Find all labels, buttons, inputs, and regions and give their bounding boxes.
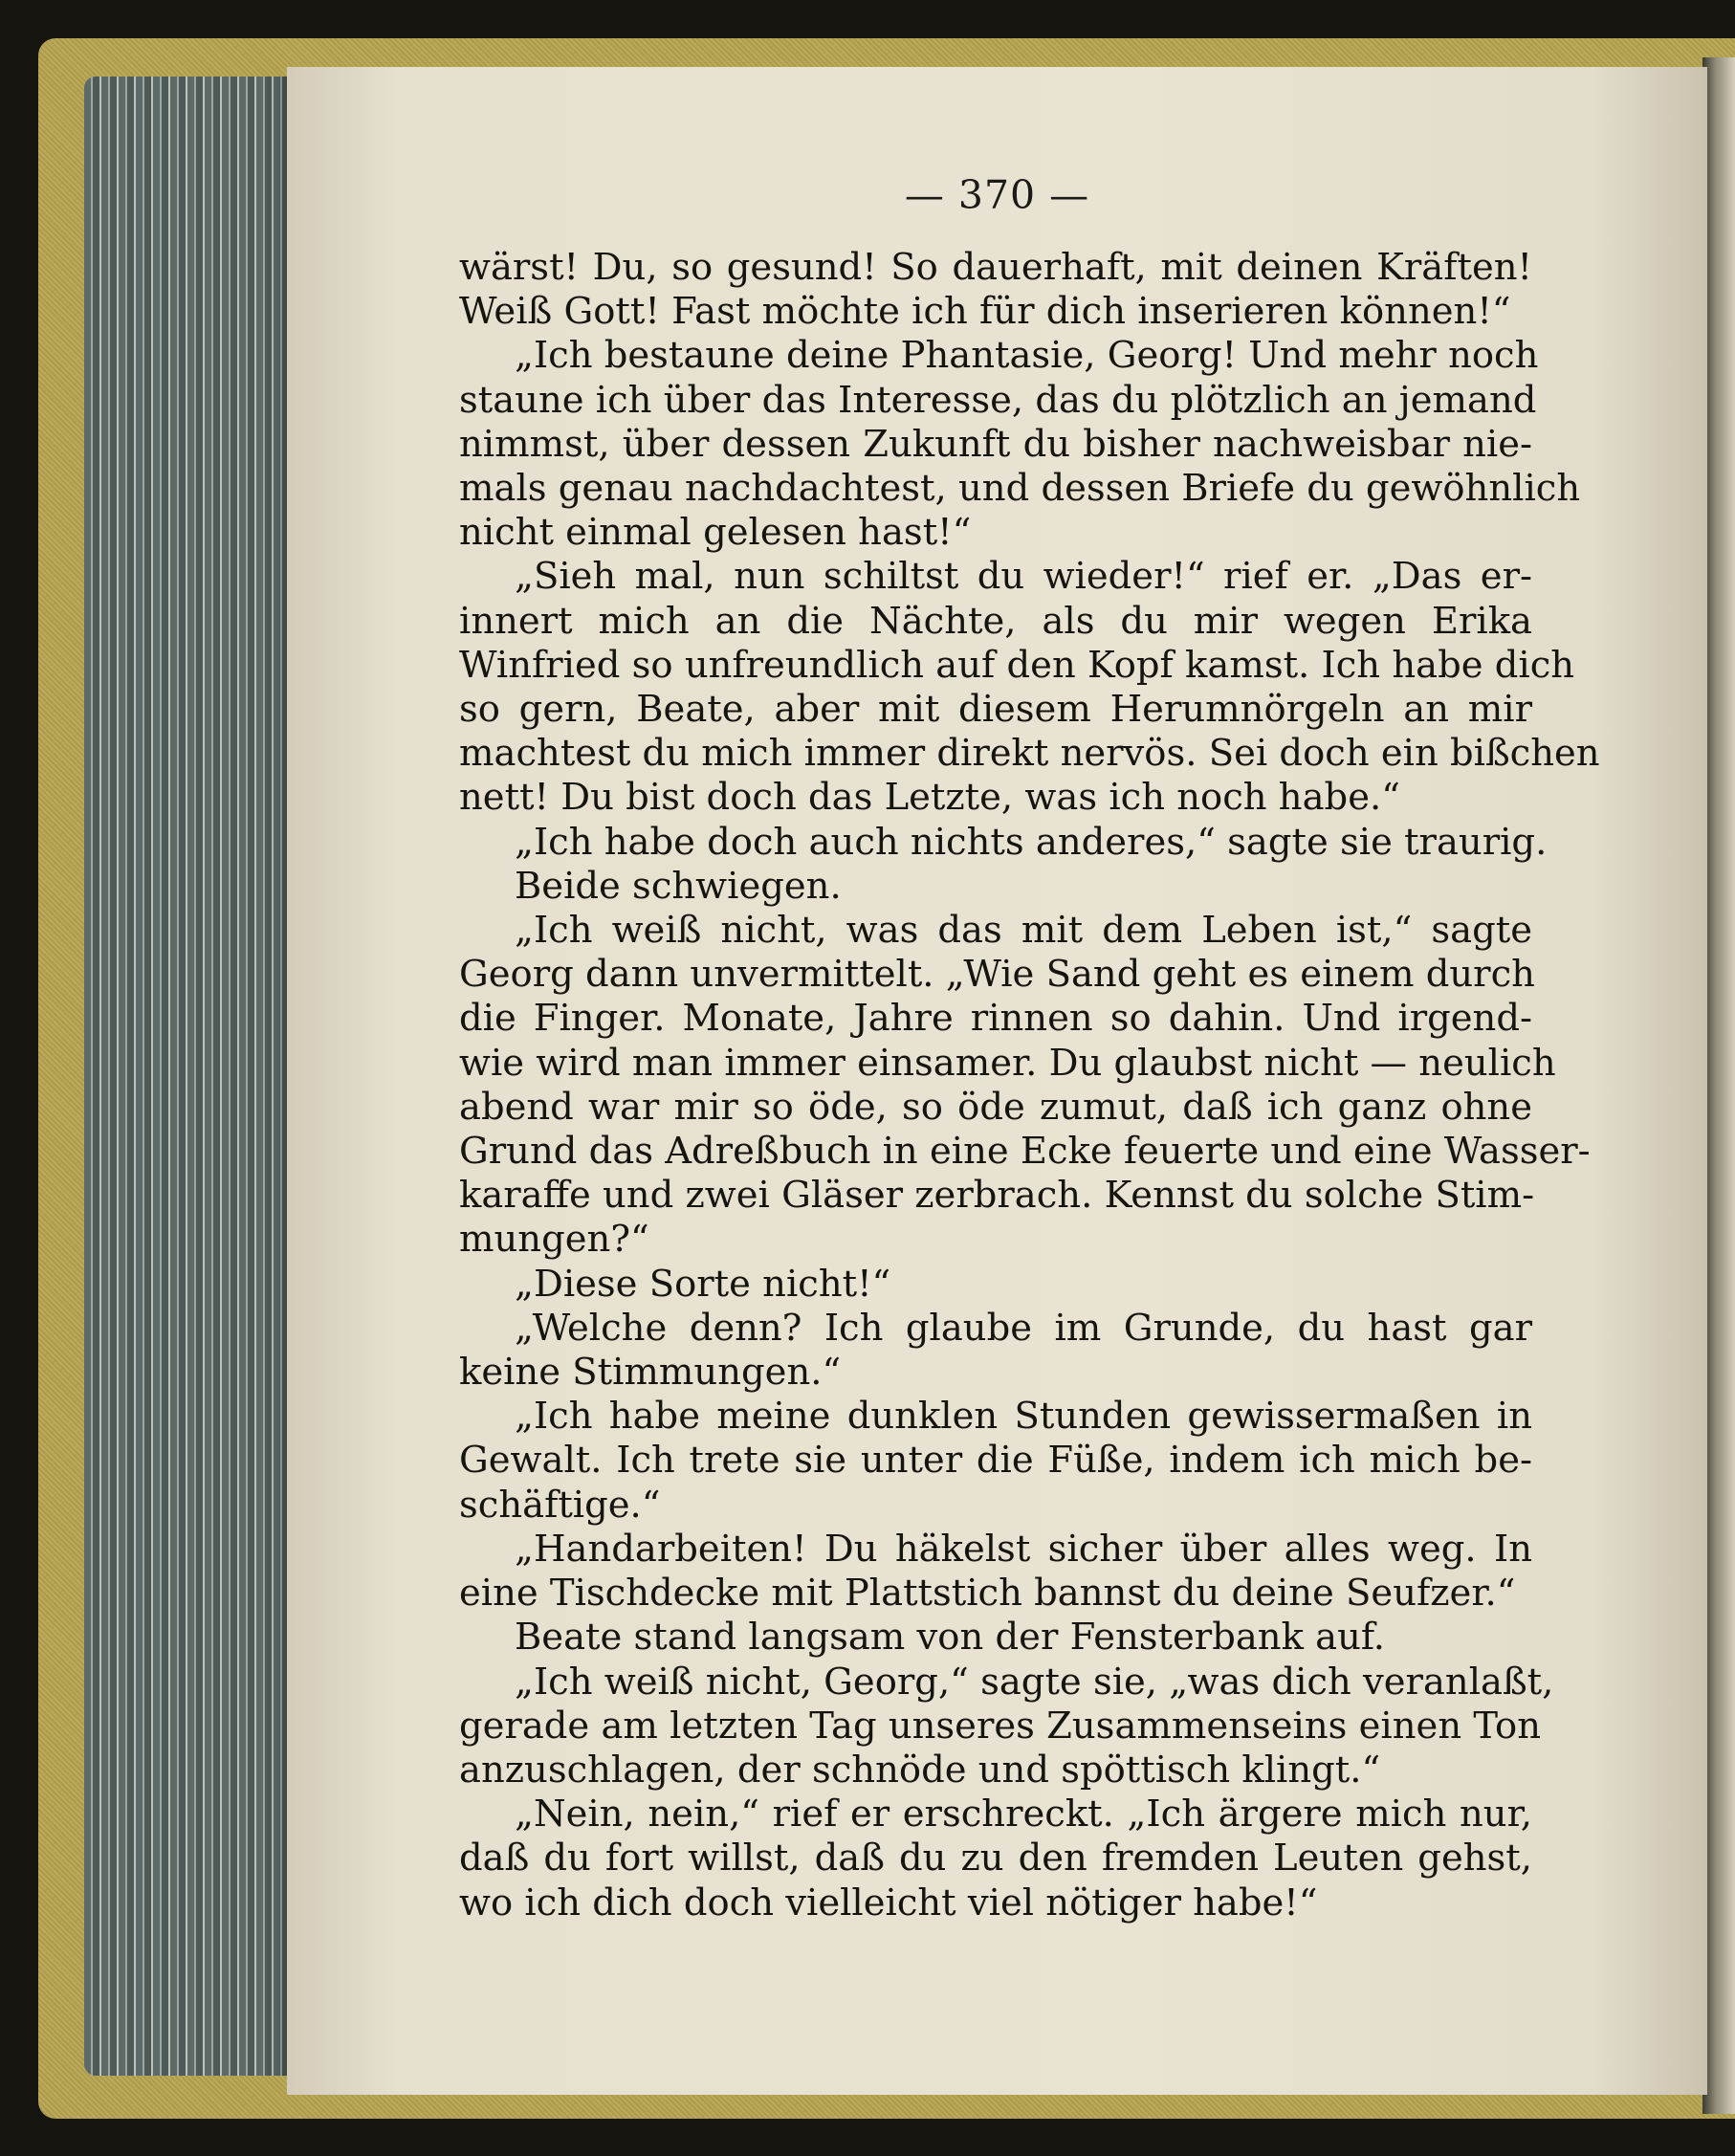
text-line: „Ich habe doch auch nichts anderes,“ sagte sie traurig. xyxy=(515,820,1548,864)
text-line: mals genau nachdachtest, und dessen Briefe du gewöhnlich xyxy=(459,467,1581,511)
book-gutter xyxy=(1702,57,1735,2114)
text-line: staune ich über das Interesse, das du plötzlich an jemand xyxy=(459,378,1537,422)
text-line: Beate stand langsam von der Fensterbank auf. xyxy=(515,1616,1386,1660)
text-line: Beide schwiegen. xyxy=(515,864,842,908)
text-line: nett! Du bist doch das Letzte, was ich noch habe.“ xyxy=(459,776,1400,820)
text-line: machtest du mich immer direkt nervös. Sei doch ein bißchen xyxy=(459,732,1600,776)
text-line: abend war mir so öde, so öde zumut, daß ich ganz ohne xyxy=(459,1085,1532,1129)
text-line: anzuschlagen, der schnöde und spöttisch klingt.“ xyxy=(459,1748,1381,1792)
text-line: nicht einmal gelesen hast!“ xyxy=(459,511,972,555)
text-line: daß du fort willst, daß du zu den fremden Leuten gehst, xyxy=(459,1837,1532,1881)
text-line: keine Stimmungen.“ xyxy=(459,1351,842,1395)
text-line: „Handarbeiten! Du häkelst sicher über alles weg. In xyxy=(515,1527,1532,1571)
text-line: „Ich weiß nicht, was das mit dem Leben ist,“ sagte xyxy=(515,909,1532,953)
text-line: mungen?“ xyxy=(459,1218,649,1262)
text-line: „Sieh mal, nun schiltst du wieder!“ rief er. „Das er- xyxy=(515,555,1532,599)
page-number: — 370 — xyxy=(904,172,1090,218)
text-line: „Nein, nein,“ rief er erschreckt. „Ich ärgere mich nur, xyxy=(515,1793,1532,1837)
text-line: wärst! Du, so gesund! So dauerhaft, mit deinen Kräften! xyxy=(459,246,1532,289)
text-line: wie wird man immer einsamer. Du glaubst nicht — neulich xyxy=(459,1041,1556,1085)
text-line: „Ich habe meine dunklen Stunden gewissermaßen in xyxy=(515,1395,1532,1439)
text-line: Grund das Adreßbuch in eine Ecke feuerte und eine Wasser- xyxy=(459,1130,1591,1174)
text-line: karaffe und zwei Gläser zerbrach. Kennst du solche Stim- xyxy=(459,1174,1535,1218)
text-line: wo ich dich doch vielleicht viel nötiger habe!“ xyxy=(459,1881,1318,1925)
text-line: „Diese Sorte nicht!“ xyxy=(515,1262,891,1306)
book-page xyxy=(287,67,1707,2095)
text-line: „Welche denn? Ich glaube im Grunde, du hast gar xyxy=(515,1306,1532,1350)
text-line: die Finger. Monate, Jahre rinnen so dahin. Und irgend- xyxy=(459,997,1532,1041)
text-line: schäftige.“ xyxy=(459,1483,661,1527)
text-line: Georg dann unvermittelt. „Wie Sand geht es einem durch xyxy=(459,953,1535,997)
body-text xyxy=(459,246,1600,1925)
text-line: eine Tischdecke mit Plattstich bannst du deine Seufzer.“ xyxy=(459,1572,1516,1616)
text-line: „Ich bestaune deine Phantasie, Georg! Und mehr noch xyxy=(515,334,1539,378)
text-line: nimmst, über dessen Zukunft du bisher nachweisbar nie- xyxy=(459,422,1532,466)
text-line: Weiß Gott! Fast möchte ich für dich inserieren können!“ xyxy=(459,290,1511,334)
text-line: Winfried so unfreundlich auf den Kopf kamst. Ich habe dich xyxy=(459,643,1575,687)
text-line: gerade am letzten Tag unseres Zusammenseins einen Ton xyxy=(459,1704,1542,1748)
text-line: so gern, Beate, aber mit diesem Herumnörgeln an mir xyxy=(459,688,1532,732)
text-line: innert mich an die Nächte, als du mir wegen Erika xyxy=(459,599,1532,643)
text-line: Gewalt. Ich trete sie unter die Füße, indem ich mich be- xyxy=(459,1439,1532,1483)
text-line: „Ich weiß nicht, Georg,“ sagte sie, „was dich veranlaßt, xyxy=(515,1660,1554,1704)
page-edges xyxy=(84,77,304,2076)
